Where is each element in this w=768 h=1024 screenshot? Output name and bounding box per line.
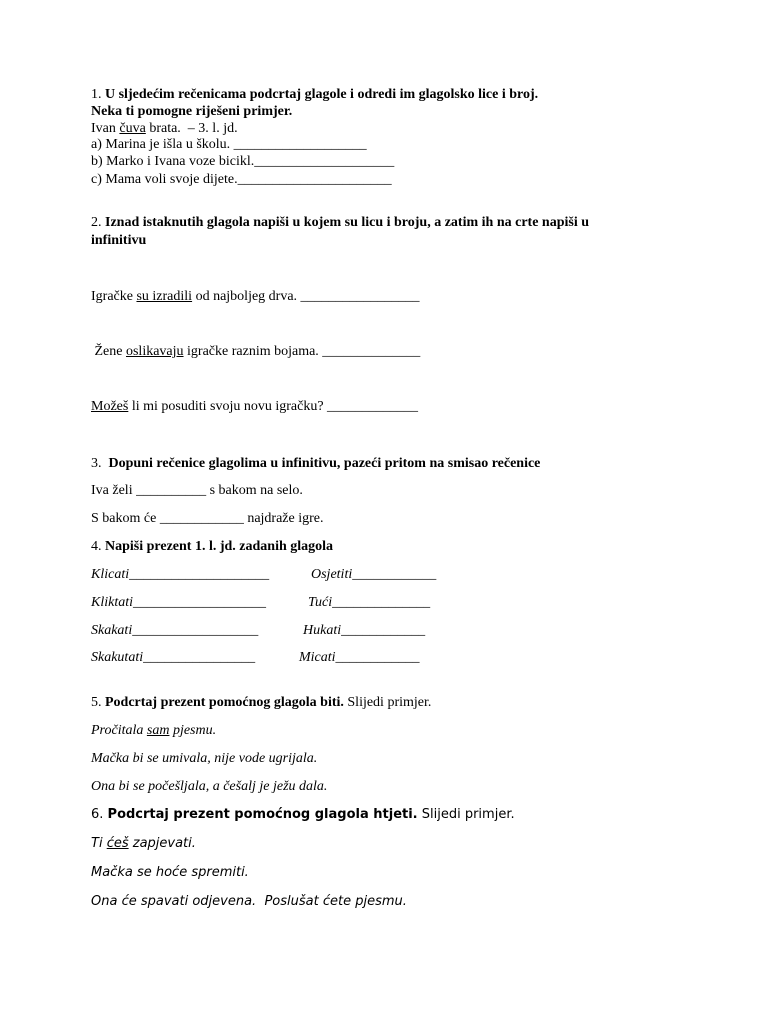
ex2-title-line1 bbox=[91, 215, 589, 231]
ex6-number: 6. bbox=[91, 807, 108, 822]
ex4-right-2: Tući______________ bbox=[308, 595, 431, 610]
ex4-right-1: Osjetiti____________ bbox=[311, 567, 437, 582]
ex5-example-pre: Pročitala bbox=[91, 723, 147, 738]
ex4-left-3: Skakati__________________ bbox=[91, 623, 259, 638]
ex1-title-line2 bbox=[91, 104, 292, 120]
ex3-sentence-2: S bakom će ____________ najdraže igre. bbox=[91, 511, 324, 526]
ex2-sentence-2 bbox=[91, 344, 420, 360]
ex6-example-verb: ćeš bbox=[106, 836, 129, 851]
ex5-instruction: Slijedi primjer. bbox=[343, 695, 432, 710]
ex6-example-pre: Ti bbox=[91, 836, 107, 851]
ex1-example-pre: Ivan bbox=[91, 121, 120, 136]
ex1-title-line1 bbox=[91, 87, 538, 103]
ex1-item-c: c) Mama voli svoje dijete.______________________ bbox=[91, 172, 392, 187]
ex1-example-post: brata. – 3. l. jd. bbox=[145, 121, 238, 136]
ex2-s1-pre: Igračke bbox=[91, 289, 137, 304]
ex5-title: Podcrtaj prezent pomoćnog glagola biti. bbox=[105, 695, 344, 710]
ex2-s3-verb: Možeš bbox=[91, 399, 129, 414]
ex5-number: 5. bbox=[91, 695, 105, 710]
ex1-item-a: a) Marina je išla u školu. ___________________ bbox=[91, 137, 367, 152]
ex5-example-verb: sam bbox=[146, 723, 170, 738]
ex2-s2-pre: Žene bbox=[91, 344, 126, 359]
ex2-s2-post: igračke raznim bojama. ______________ bbox=[183, 344, 421, 359]
ex5-example-post: pjesmu. bbox=[169, 723, 217, 738]
ex1-subtitle: Neka ti pomogne riješeni primjer. bbox=[91, 104, 293, 119]
ex2-sentence-1 bbox=[91, 289, 420, 305]
ex4-title: Napiši prezent 1. l. jd. zadanih glagola bbox=[105, 539, 334, 554]
ex3-title-line bbox=[91, 456, 540, 472]
ex4-left-1: Klicati____________________ bbox=[91, 567, 270, 582]
ex2-s3-post: li mi posuditi svoju novu igračku? _____________ bbox=[128, 399, 419, 414]
ex5-title-line bbox=[91, 695, 431, 711]
ex4-number: 4. bbox=[91, 539, 105, 554]
ex6-example bbox=[91, 836, 196, 852]
ex2-s1-verb: su izradili bbox=[136, 289, 193, 304]
ex4-title-line bbox=[91, 539, 333, 555]
ex1-title: U sljedećim rečenicama podcrtaj glagole i odredi im glagolsko lice i broj. bbox=[105, 87, 539, 102]
ex1-number: 1. bbox=[91, 87, 105, 102]
ex2-subtitle: infinitivu bbox=[91, 233, 147, 248]
ex5-example bbox=[91, 723, 216, 739]
ex2-number: 2. bbox=[91, 215, 105, 230]
ex4-right-3: Hukati____________ bbox=[303, 623, 426, 638]
ex5-sentence-1: Mačka bi se umivala, nije vode ugrijala. bbox=[91, 751, 318, 766]
ex4-left-2: Kliktati___________________ bbox=[91, 595, 266, 610]
ex6-sentence-2: Ona će spavati odjevena. Poslušat ćete pjesmu. bbox=[91, 894, 407, 909]
ex6-title: Podcrtaj prezent pomoćnog glagola htjeti. bbox=[107, 807, 418, 822]
ex1-example bbox=[91, 121, 238, 137]
ex3-title: Dopuni rečenice glagolima u infinitivu, pazeći pritom na smisao rečenice bbox=[108, 456, 541, 471]
ex5-sentence-2: Ona bi se počešljala, a češalj je ježu dala. bbox=[91, 779, 328, 794]
ex2-s1-post: od najboljeg drva. _________________ bbox=[192, 289, 420, 304]
ex2-sentence-3 bbox=[91, 399, 418, 415]
ex4-left-4: Skakutati________________ bbox=[91, 650, 256, 665]
ex6-sentence-1: Mačka se hoće spremiti. bbox=[91, 865, 249, 880]
ex6-title-line bbox=[91, 807, 515, 823]
ex2-title: Iznad istaknutih glagola napiši u kojem su licu i broju, a zatim ih na crte napiši u bbox=[105, 215, 589, 230]
ex3-number: 3. bbox=[91, 456, 109, 471]
ex3-sentence-1: Iva želi __________ s bakom na selo. bbox=[91, 483, 303, 498]
ex2-s2-verb: oslikavaju bbox=[125, 344, 184, 359]
ex6-instruction: Slijedi primjer. bbox=[417, 807, 515, 822]
ex4-right-4: Micati____________ bbox=[299, 650, 420, 665]
ex1-item-b: b) Marko i Ivana voze bicikl.____________________ bbox=[91, 154, 395, 169]
ex2-title-line2 bbox=[91, 233, 146, 249]
ex1-example-verb: čuva bbox=[119, 121, 146, 136]
ex6-example-post: zapjevati. bbox=[128, 836, 196, 851]
